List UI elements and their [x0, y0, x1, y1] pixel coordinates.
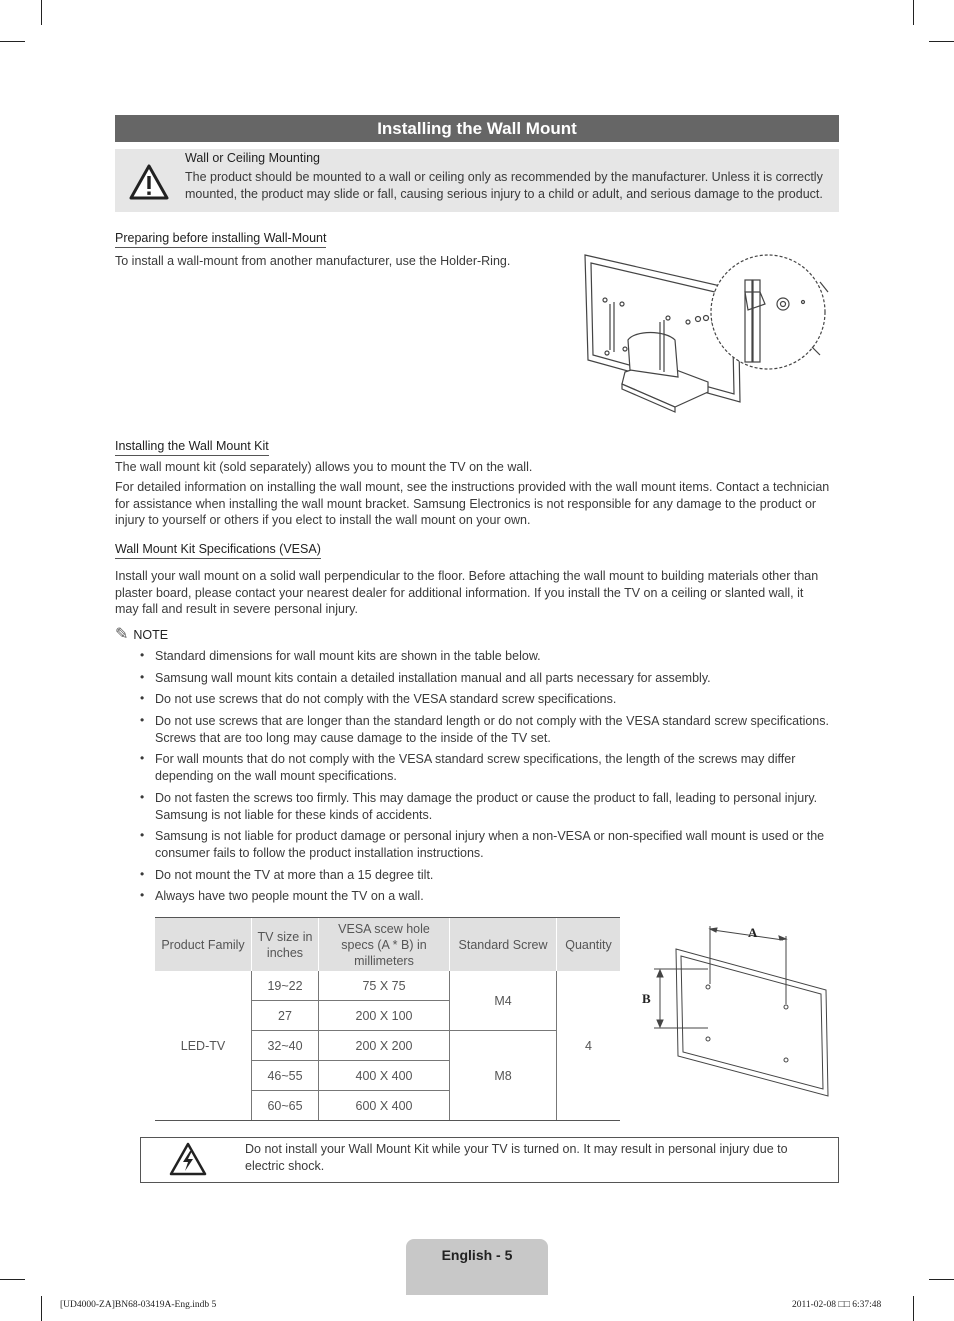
- cell-vesa: 600 X 400: [319, 1091, 450, 1121]
- cell-vesa: 200 X 100: [319, 1001, 450, 1031]
- header-standard-screw: Standard Screw: [450, 918, 557, 972]
- table-row: [155, 971, 620, 1001]
- cell-tv-size: 46~55: [252, 1061, 319, 1091]
- vesa-heading: Wall Mount Kit Specifications (VESA): [115, 542, 321, 559]
- header-vesa-spec: VESA scew hole specs (A * B) in millimeters: [319, 918, 450, 972]
- crop-mark: [913, 1296, 914, 1321]
- page-number: English - 5: [441, 1247, 513, 1263]
- note-label-text: NOTE: [133, 628, 169, 642]
- footer-timestamp: 2011-02-08 □□ 6:37:48: [792, 1300, 882, 1310]
- list-item: • Standard dimensions for wall mount kits are shown in the table below.: [140, 648, 840, 665]
- crop-mark: [913, 0, 914, 25]
- list-item: • Do not fasten the screws too firmly. This may damage the product or cause the product to fall, leading to personal injury. Samsung is not liable for these kinds of accidents.: [140, 790, 840, 824]
- header-quantity: Quantity: [557, 918, 621, 972]
- cell-tv-size: 60~65: [252, 1091, 319, 1121]
- preparing-heading: Preparing before installing Wall-Mount: [115, 231, 326, 248]
- list-item: • Do not use screws that are longer than the standard length or do not comply with the VESA standard screw specifications. Screws that are too long may cause damage to the inside of the TV set.: [140, 713, 840, 747]
- crop-mark: [0, 1279, 25, 1280]
- note-label: [115, 624, 168, 644]
- footer-file-info: [UD4000-ZA]BN68-03419A-Eng.indb 5: [60, 1300, 217, 1310]
- shock-warning-text: Do not install your Wall Mount Kit while your TV is turned on. It may result in personal injury due to electric shock.: [245, 1142, 788, 1173]
- crop-mark: [41, 1296, 42, 1321]
- cell-product-family: LED-TV: [155, 971, 252, 1121]
- preparing-text: To install a wall-mount from another manufacturer, use the Holder-Ring.: [115, 254, 511, 268]
- cell-quantity: 4: [557, 971, 621, 1121]
- cell-screw: M4: [450, 971, 557, 1031]
- warning-heading: Wall or Ceiling Mounting: [185, 151, 321, 165]
- electric-shock-icon: [168, 1141, 208, 1177]
- installing-p1: The wall mount kit (sold separately) allows you to mount the TV on the wall.: [115, 460, 533, 474]
- cell-tv-size: 19~22: [252, 971, 319, 1001]
- cell-vesa: 200 X 200: [319, 1031, 450, 1061]
- crop-mark: [0, 41, 25, 42]
- list-item: • Samsung is not liable for product damage or personal injury when a non-VESA or non-specified wall mount is used or the consumer fails to follow the product installation instructions.: [140, 828, 840, 862]
- cell-vesa: 400 X 400: [319, 1061, 450, 1091]
- list-item: • Samsung wall mount kits contain a detailed installation manual and all parts necessary for assembly.: [140, 670, 840, 687]
- list-item: • For wall mounts that do not comply with the VESA standard screw specifications, the length of the screws may differ depending on the wall mount specifications.: [140, 751, 840, 785]
- note-list: [140, 648, 840, 910]
- list-item: • Do not mount the TV at more than a 15 degree tilt.: [140, 867, 840, 884]
- cell-vesa: 75 X 75: [319, 971, 450, 1001]
- list-item: • Always have two people mount the TV on a wall.: [140, 888, 840, 905]
- cell-screw: M8: [450, 1031, 557, 1121]
- header-product-family: Product Family: [155, 918, 252, 972]
- installing-p2: For detailed information on installing the wall mount, see the instructions provided with the wall mount items. Contact a technician for assistance when installing the wall mount bracket. Samsung Electronics is not responsible for any damage to the product or injury to yourself or others if you elect to install the wall mount on your own.: [115, 480, 830, 527]
- warning-triangle-icon: [128, 163, 170, 201]
- crop-mark: [929, 41, 954, 42]
- header-tv-size: TV size in inches: [252, 918, 319, 972]
- dimension-label-b: B: [642, 991, 651, 1006]
- page-title: Installing the Wall Mount: [115, 115, 839, 142]
- crop-mark: [41, 0, 42, 25]
- tv-holder-ring-illustration: [580, 252, 835, 417]
- dimension-label-a: A: [748, 925, 758, 940]
- vesa-spec-table: [155, 917, 620, 1121]
- pencil-icon: ✎: [115, 626, 129, 643]
- list-item: • Do not use screws that do not comply with the VESA standard screw specifications.: [140, 691, 840, 708]
- crop-mark: [929, 1279, 954, 1280]
- table-header-row: [155, 918, 620, 972]
- installing-heading: Installing the Wall Mount Kit: [115, 439, 269, 456]
- cell-tv-size: 32~40: [252, 1031, 319, 1061]
- vesa-text: Install your wall mount on a solid wall perpendicular to the floor. Before attaching the wall mount to building materials other than plaster board, please contact your nearest dealer for additional information. If you install the TV on a ceiling or slanted wall, it may fall and result in severe personal injury.: [115, 569, 819, 616]
- cell-tv-size: 27: [252, 1001, 319, 1031]
- warning-text: The product should be mounted to a wall or ceiling only as recommended by the manufacturer. Unless it is correctly mounted, the product may slide or fall, causing serious injury to a child or adult, and serious damage to the product.: [185, 170, 823, 201]
- vesa-dimension-diagram: [638, 918, 834, 1100]
